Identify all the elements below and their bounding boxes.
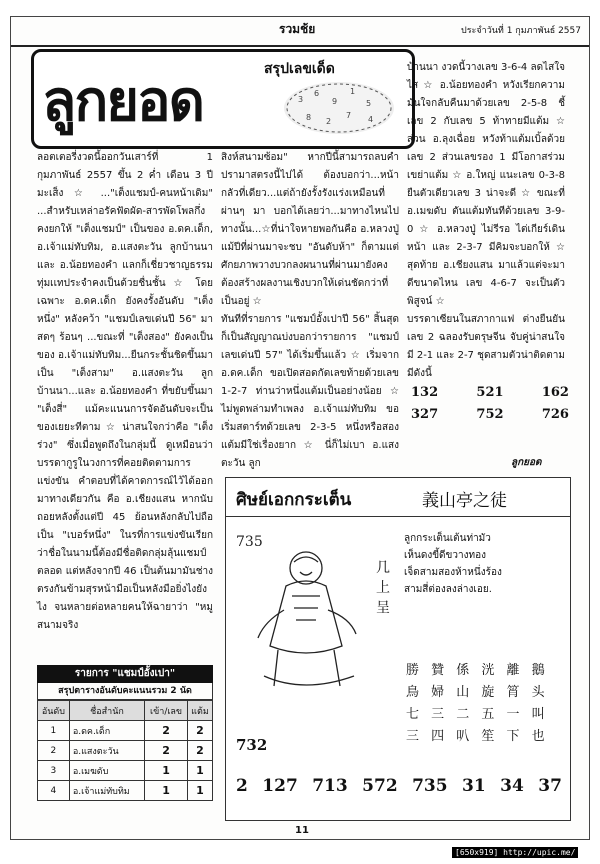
page-header	[11, 17, 589, 47]
vertical-character: 上	[376, 580, 390, 596]
predicted-number: 572	[362, 776, 398, 796]
predicted-number: 735	[412, 776, 448, 796]
box-chinese-title: 義山亭之徒	[422, 491, 507, 511]
article-paragraph: ทันทีที่รายการ "แชมป์อั้งเปาปี 56" สิ้นสุด ก็เป็นสัญญาณบ่งบอกว่ารายการ "แชมป์เลขเด่นปี 57" ได้เริ่มขึ้นแล้ว ☆ เริ่มจาก อ.ดค.เด็ก ขอเปิดสอดกัดเลขท้ายด้วยเลข 1-2-7 ท่านว่าหนึ่งแต้มเป็นอย่างน้อย ☆ ไม่พูดพล่ามทำเพลง อ.เจ้าแม่ทับทิม ขอเริ่มสตาร์ทด้วยเลข 2-3-5 หนึ่งหรือสองแต้มมีใช่เรื่องยาก ☆ นี่ก็ไม่เบา อ.แสงตะวัน ลูก	[221, 314, 399, 469]
article-paragraph: สิงห์สนามซ้อม" หากปีนี้สามารถลบคำปรามาสตรงนี้ไปได้ ต้องบอกว่า...หน้ากลัวที่เดียว...แต่ถ้ายังรั้งรังแร่งเหมือนที่ผ่านๆ มา บอกได้เลยว่า...มาทางไหนไปทางนั้น...☆ที่น่าใจหายพอกันคือ อ.หลวงปู่ แม้ปีที่ผ่านมาจะชบ "อันดับห้า" ก็ตามแต่ศักยภาพวางบวกลงผนานที่ผ่านมายังคงต้องสร้างผลงานเชิงบวกให้เด่นชัดกว่าที่เป็นอยู่ ☆	[221, 152, 399, 307]
article-paragraph: บรรดาเซียนในสภากาแฟ ต่างยืนยันเลข 2 ฉลองรับตรุษจีน จับคู่น่าสนใจมี 2-1 และ 2-7 ชุดสามตัวน่าติดตามมีดังนี้	[407, 314, 565, 379]
table-row	[38, 741, 213, 761]
table-row	[38, 781, 213, 801]
table-row	[38, 721, 213, 741]
calligraphy-row: 七 三 二 五 一 叫	[406, 707, 549, 722]
article-paragraph: ลอตเตอรี่งวดนี้ออกวันเสาร์ที่ 1 กุมภาพันธ์ 2557 ขึ้น 2 ค่ำ เดือน 3 ปีมะเส็ง ☆ ..."เต็งแชมป์-คนหน้าเดิม" ...สำหรับเหล่าอรัคฟัดผัด-สารพัดโพลกึ่งคงยกให้ "เต็งแชมป์" เป็นของ อ.ดค.เด็ก, อ.เจ้าแม่ทับทิม, อ.แสงตะวัน ลูกบ้านนา และ อ.น้อยทองคำ แลกก็เชี่ยวชาญธรรมทุ่มเเทประจำคงเป็นด้วยชื่นชั้น ☆ โดยเฉพาะ อ.ดค.เด็ก ยังคงรั้งอันดับ "เต็งหนึ่ง" หลังคว้า "แชมป์เลขเด่นปี 56" มาสดๆ ร้อนๆ ...ขณะที่ "เต็งสอง" ยังคงเป็นของ อ.เจ้าแม่ทับทิม...ยืนกระชั้นชิดขึ้นมาเป็น "เต็งสาม" อ.แสงตะวัน ลูกบ้านนา...และ อ.น้อยทองคำ ที่ขยับขึ้นมา "เต็งสี่" แม้คะแนนการจัดอันดับจะเป็นของเยยะทีตาม ☆ น่าสนใจกว่าคือ "เต็งร่วง" ซึ่งเมื่อพูดถึงในกลุ่มนี้ ดูเหมือนว่าบรรดากูรูในวงการที่คอยติดตามการแข่งขัน คำตอบที่ได้คาดการณ์ไว้ได้ออกมาทางเดียวกัน คือ อ.เชียงแสน หากนับถอยหลังตั้งแต่ปี 45 ย้อนหลังกลับไปถือเป็น "เบอร์หนึ่ง" ในรที่การแข่งขันเรียกว่าชื่อในนามนี้ต้องมีชื่อติดกลุ่มลุ้นแชมป์ตลอด แต่หลังจากปี 46 เป็นต้นมามันช่างตรงกันข้ามสุรหน้ามือเป็นหลังมือยิ่งไงยังไง จนหลายต่อหลายคนให้ฉายาว่า "หมูสนามจริง	[37, 152, 213, 631]
rank-cell: 4	[38, 781, 70, 801]
predicted-number: 31	[462, 776, 486, 796]
hits-cell: 1	[145, 781, 188, 801]
svg-text:8: 8	[306, 113, 312, 122]
vertical-character: 呈	[376, 600, 390, 616]
number-value: 162	[541, 385, 569, 400]
predicted-number: 34	[500, 776, 524, 796]
box-title: ศิษย์เอกกระเต็น	[236, 490, 352, 510]
table-header-row	[38, 701, 213, 721]
masthead-subtitle: สรุปเลขเด็ด	[264, 61, 335, 77]
svg-text:7: 7	[346, 111, 352, 120]
predicted-number: 713	[312, 776, 348, 796]
magazine-page	[10, 16, 590, 840]
calligraphy-row: 三 四 叭 笙 下 也	[406, 729, 549, 744]
predicted-number: 2	[236, 776, 248, 796]
svg-text:1: 1	[350, 87, 356, 96]
ranking-box	[37, 665, 213, 801]
rank-cell: 2	[38, 741, 70, 761]
number-value: 521	[476, 385, 504, 400]
number-value: 132	[411, 385, 439, 400]
three-digit-numbers	[411, 385, 569, 429]
number-value: 752	[476, 407, 504, 422]
featured-number: 732	[236, 736, 268, 754]
table-row	[38, 761, 213, 781]
vertical-characters	[376, 558, 390, 618]
verse-line: เจ็ดสามสองห้าหนึ่งร้อง	[404, 567, 502, 578]
divider	[226, 516, 570, 517]
rank-cell: 1	[38, 721, 70, 741]
svg-text:735: 735	[236, 534, 263, 550]
article-column-2	[221, 149, 399, 473]
hits-cell: 2	[145, 721, 188, 741]
masthead-title: ลูกยอด	[42, 68, 204, 134]
svg-text:2: 2	[326, 117, 332, 126]
number-value: 726	[541, 407, 569, 422]
ranking-title: รายการ "แชมป์อั้งเปา"	[37, 665, 213, 683]
header-logo: รวมช้ย	[279, 22, 316, 36]
calligraphy-row: 勝 贊 係 洸 離 鵝	[406, 663, 549, 678]
ranking-table	[37, 700, 213, 801]
calligraphy-block	[406, 660, 549, 748]
page-number: 11	[295, 825, 309, 836]
kingfisher-disciple-box	[225, 477, 571, 821]
calligraphy-row: 鳥 婦 山 旋 筲 头	[406, 685, 549, 700]
article-paragraph: บ้านนา งวดนี้วางเลข 3-6-4 ลดไสใจไส ☆ อ.น้อยทองคำ หวังเรียกความมั่นใจกลับคืนมาด้วยเลข 2-5-8 ชี้เลข 2 กับเลข 5 ท้าทายมีแต้ม ☆ ส่วน อ.ลุงเฉื่อย หวังท้าแต้มเบิ้ลด้วยเลข 2 ส่วนเลขรอง 1 มีโอกาสร่วมเขย่าแต้ม ☆ อ.ใหญ่ แนะเลข 0-3-8 ยืนตัวเดียวเลข 3 น่าจะดี ☆ ขณะที่ อ.เมฆดับ ตันแต้มทันทีด้วยเลข 3-9-0 ☆ อ.หลวงปู่ ไม่รีรอ ไต่เกียร์เดินหน้า และ 2-3-7 มีคิมจะบอกให้ ☆ สุดท้าย อ.เชียงแสน มาแล้วแต่จะมาดีขนาดไหน เลข 4-6-7 จะเป็นตัวพิสูจน์ ☆	[407, 62, 565, 307]
svg-text:4: 4	[368, 115, 374, 124]
verse-line: สามสี่ต่องลงล่างเอย.	[404, 584, 492, 595]
name-cell: อ.แสงตะวัน	[69, 741, 144, 761]
column-header: เข้า/เลข	[145, 701, 188, 721]
deity-illustration	[234, 526, 374, 698]
verse	[404, 530, 564, 598]
svg-text:5: 5	[366, 99, 372, 108]
numbers-row	[411, 385, 569, 407]
name-cell: อ.ดค.เด็ก	[69, 721, 144, 741]
number-value: 327	[411, 407, 439, 422]
article-column-1	[37, 149, 213, 635]
name-cell: อ.เมฆดับ	[69, 761, 144, 781]
points-cell: 1	[187, 761, 212, 781]
name-cell: อ.เจ้าแม่ทับทิม	[69, 781, 144, 801]
author-signature: ลูกยอด	[511, 457, 542, 468]
article-column-3	[407, 59, 565, 383]
lottery-numbers-illustration	[284, 82, 394, 134]
header-date: ประจำวันที่ 1 กุมภาพันธ์ 2557	[460, 26, 581, 36]
points-cell: 1	[187, 781, 212, 801]
vertical-character: 几	[376, 560, 390, 576]
points-cell: 2	[187, 721, 212, 741]
predicted-numbers	[236, 776, 562, 796]
points-cell: 2	[187, 741, 212, 761]
hits-cell: 2	[145, 741, 188, 761]
verse-line: เห็นดงขี้ดีขวางทอง	[404, 550, 486, 561]
svg-text:6: 6	[314, 89, 320, 98]
predicted-number: 37	[538, 776, 562, 796]
column-header: ชื่อสำนัก	[69, 701, 144, 721]
masthead	[31, 49, 415, 149]
numbers-row	[411, 407, 569, 429]
column-header: แต้ม	[187, 701, 212, 721]
column-header: อันดับ	[38, 701, 70, 721]
svg-text:3: 3	[298, 95, 304, 104]
rank-cell: 3	[38, 761, 70, 781]
svg-text:9: 9	[332, 97, 338, 106]
verse-line: ลูกกระเต็นเต้นท่ามัว	[404, 533, 491, 544]
predicted-number: 127	[262, 776, 298, 796]
image-host-watermark: [650x919] http://upic.me/	[452, 847, 578, 858]
ranking-subtitle: สรุปตารางอันดับคะแนนรวม 2 นัด	[37, 683, 213, 700]
hits-cell: 1	[145, 761, 188, 781]
